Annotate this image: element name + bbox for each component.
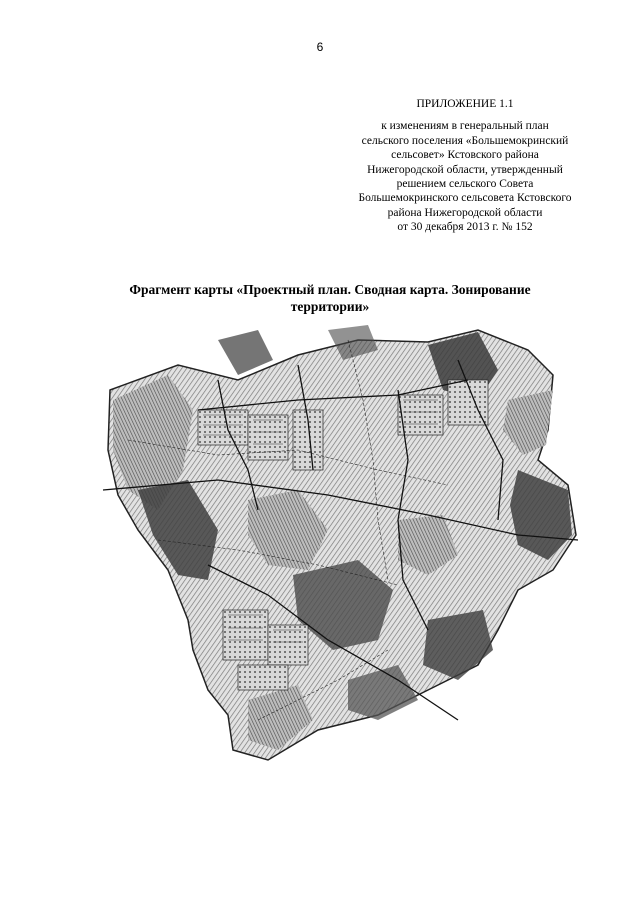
appendix-line: к изменениям в генеральный план — [381, 120, 549, 133]
zoning-map-image — [98, 320, 580, 765]
appendix-line: решением сельского Совета — [396, 178, 534, 191]
appendix-line: сельсовет» Кстовского района — [391, 149, 539, 162]
page-number: 6 — [316, 40, 324, 54]
appendix-title: ПРИЛОЖЕНИЕ 1.1 — [416, 98, 514, 110]
appendix-line: района Нижегородской области — [387, 206, 543, 219]
appendix-line: от 30 декабря 2013 г. № 152 — [397, 221, 533, 234]
appendix-line: Большемокринского сельсовета Кстовского — [358, 192, 572, 205]
appendix-block — [330, 97, 600, 235]
appendix-line: Нижегородской области, утвержденный — [367, 163, 563, 176]
document-title-line: Фрагмент карты «Проектный план. Сводная карта. Зонирование — [129, 282, 531, 297]
appendix-line: сельского поселения «Большемокринский — [361, 134, 569, 147]
document-title — [60, 281, 600, 315]
document-title-line: территории» — [290, 299, 370, 314]
